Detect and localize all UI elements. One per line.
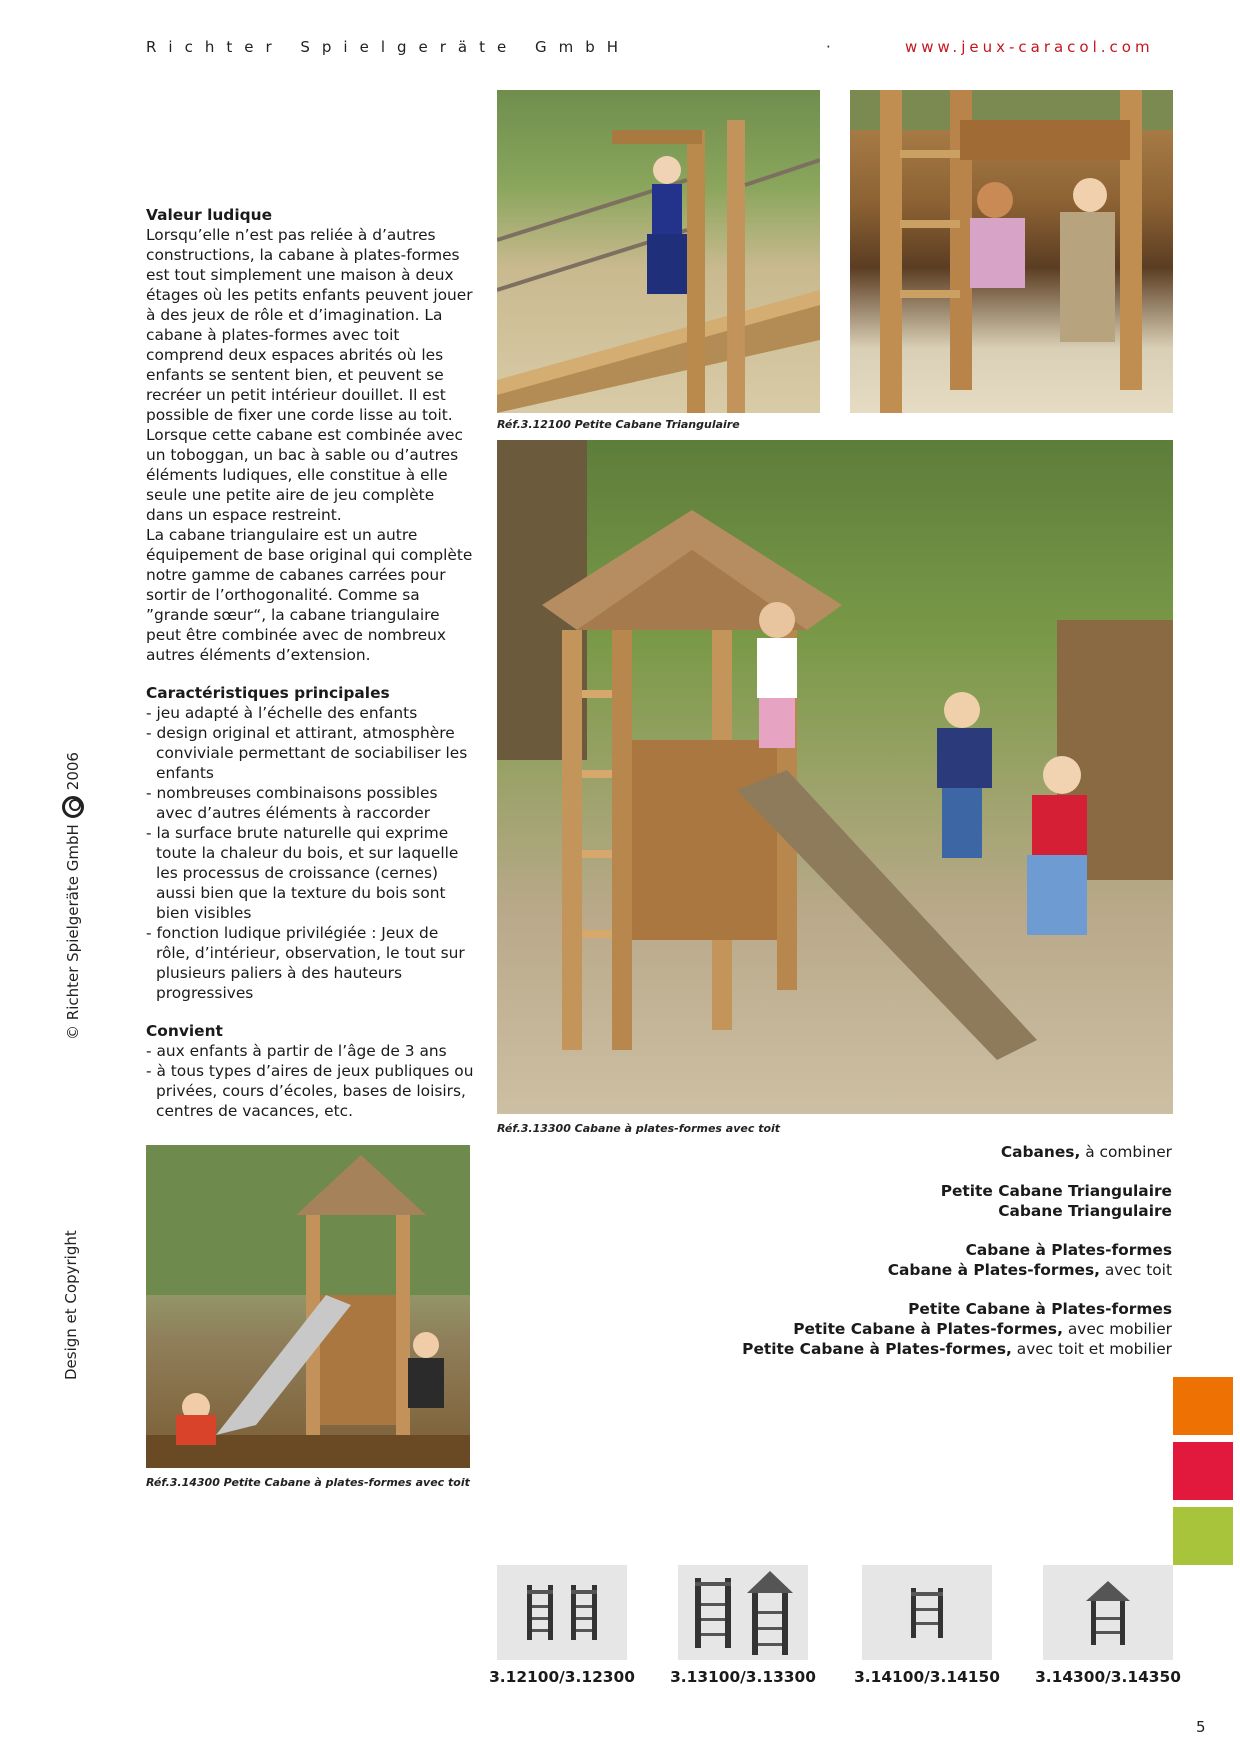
cabin-icon (909, 1588, 945, 1638)
color-tab-orange (1173, 1377, 1233, 1435)
valeur-heading: Valeur ludique (146, 206, 273, 224)
cabin-roof-icon (1086, 1581, 1130, 1645)
convient-heading: Convient (146, 1022, 223, 1040)
playground-photo-illustration (146, 1145, 470, 1468)
list-item: - fonction ludique privilégiée : Jeux de rôle, d’intérieur, observation, le tout sur plusieurs paliers à des hauteurs progressives (146, 923, 476, 1003)
thumbnail-3.14300 (1043, 1565, 1173, 1660)
product-suffix: avec mobilier (1062, 1320, 1172, 1338)
photo-cabane-plates-formes-toit (497, 440, 1173, 1114)
playground-photo-illustration (497, 440, 1173, 1114)
product-suffix: avec toit et mobilier (1011, 1340, 1172, 1358)
product-name: Petite Cabane à Plates-formes, (793, 1320, 1063, 1338)
caption-photo3: Réf.3.13300 Cabane à plates-formes avec toit (497, 1122, 781, 1135)
thumbnail-3.12100 (497, 1565, 627, 1660)
thumbnail-3.13100 (678, 1565, 808, 1660)
color-tab-green (1173, 1507, 1233, 1565)
photo-petite-cabane-triangulaire (497, 90, 820, 413)
product-group (652, 1299, 1172, 1359)
product-name: Petite Cabane à Plates-formes (908, 1300, 1172, 1318)
product-name: Cabanes, (1000, 1143, 1081, 1161)
product-name: Cabane à Plates-formes, (887, 1261, 1100, 1279)
product-suffix: à combiner (1080, 1143, 1172, 1161)
header-website-link[interactable]: www.jeux-caracol.com (905, 38, 1154, 56)
valeur-paragraph-1: Lorsqu’elle n’est pas reliée à d’autres constructions, la cabane à plates-formes est tout simplement une maison à deux étages où les petits enfants peuvent jouer à des jeux de rôle et d’imagination. La cabane à plates-formes avec toit comprend deux espaces abrités où les enfants se sentent bien, et peuvent se recréer un petit intérieur douillet. Il est possible de fixer une corde lisse au toit. Lorsque cette cabane est combinée avec un toboggan, un bac à sable ou d’autres éléments ludiques, elle constitue à elle seule une petite aire de jeu complète dans un espace restreint. (146, 226, 473, 524)
cabin-icon (693, 1578, 733, 1648)
header-company: Richter Spielgeräte GmbH (146, 38, 631, 56)
color-tab-red (1173, 1442, 1233, 1500)
convient-section (146, 1021, 476, 1121)
copyright-year: 2006 (64, 752, 82, 791)
playground-photo-illustration (850, 90, 1173, 413)
list-item: - design original et attirant, atmosphère conviviale permettant de sociabiliser les enfants (146, 723, 476, 783)
valeur-section (146, 205, 476, 665)
caracteristiques-section (146, 683, 476, 1003)
design-copyright-label: Design et Copyright (62, 1230, 80, 1380)
caption-photo1: Réf.3.12100 Petite Cabane Triangulaire (497, 418, 740, 431)
photo-petite-cabane-plates-formes-toit (146, 1145, 470, 1468)
caption-photo4: Réf.3.14300 Petite Cabane à plates-formes avec toit (146, 1476, 470, 1489)
ref-label: 3.13100/3.13300 (670, 1668, 816, 1686)
playground-photo-illustration (497, 90, 820, 413)
convient-list (146, 1041, 476, 1121)
list-item: - la surface brute naturelle qui exprime toute la chaleur du bois, et sur laquelle les processus de croissance (cernes) aussi bien que la texture du bois sont bien visibles (146, 823, 476, 923)
product-group (652, 1181, 1172, 1221)
product-name: Cabane Triangulaire (998, 1202, 1172, 1220)
caracteristiques-list (146, 703, 476, 1003)
list-item: - à tous types d’aires de jeux publiques ou privées, cours d’écoles, bases de loisirs, centres de vacances, etc. (146, 1061, 476, 1121)
product-name: Petite Cabane Triangulaire (940, 1182, 1172, 1200)
copyright-prefix: © Richter Spielgeräte GmbH (64, 824, 82, 1040)
header-separator: · (826, 38, 831, 56)
ref-label: 3.14300/3.14350 (1035, 1668, 1181, 1686)
list-item: - aux enfants à partir de l’âge de 3 ans (146, 1041, 476, 1061)
photo-enfants-cabane (850, 90, 1173, 413)
product-name: Petite Cabane à Plates-formes, (742, 1340, 1012, 1358)
cabin-icon (569, 1585, 599, 1640)
ref-label: 3.12100/3.12300 (489, 1668, 635, 1686)
copyright-note (62, 752, 84, 1040)
thumbnail-3.14100 (862, 1565, 992, 1660)
page-number: 5 (1196, 1718, 1206, 1736)
product-list (652, 1142, 1172, 1378)
product-group (652, 1142, 1172, 1162)
ref-label: 3.14100/3.14150 (854, 1668, 1000, 1686)
list-item: - nombreuses combinaisons possibles avec d’autres éléments à raccorder (146, 783, 476, 823)
product-suffix: avec toit (1099, 1261, 1172, 1279)
description-column (146, 205, 476, 1139)
caracteristiques-heading: Caractéristiques principales (146, 684, 390, 702)
list-item: - jeu adapté à l’échelle des enfants (146, 703, 476, 723)
caracol-logo-icon (62, 796, 84, 818)
cabin-roof-icon (747, 1571, 793, 1655)
product-group (652, 1240, 1172, 1280)
cabin-icon (525, 1585, 555, 1640)
valeur-paragraph-2: La cabane triangulaire est un autre équipement de base original qui complète notre gamme de cabanes carrées pour sortir de l’orthogonalité. Comme sa ”grande sœur“, la cabane triangulaire peut être combinée avec de nombreux autres éléments d’extension. (146, 526, 473, 664)
product-name: Cabane à Plates-formes (965, 1241, 1172, 1259)
